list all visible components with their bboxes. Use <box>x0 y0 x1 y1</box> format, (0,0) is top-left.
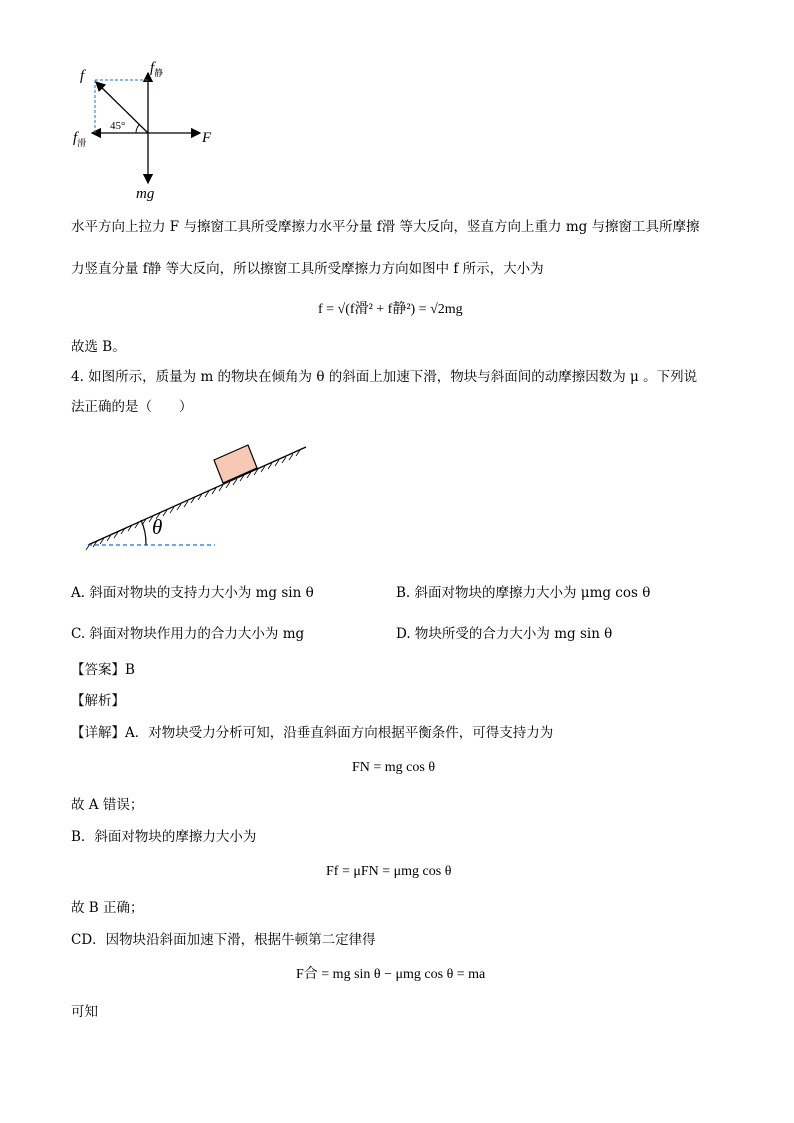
angle-arc <box>136 125 140 134</box>
block <box>214 445 257 483</box>
incline-diagram <box>80 435 320 555</box>
theta-arc <box>141 520 146 545</box>
option-c: C. 斜面对物块作用力的合力大小为 mg <box>71 626 305 642</box>
angle-label: 45° <box>110 120 126 132</box>
theta-label: θ <box>152 515 163 539</box>
incline-hatch <box>86 450 300 550</box>
mg-label: mg <box>136 186 155 202</box>
b-right: 故 B 正确； <box>71 900 144 916</box>
a-wrong: 故 A 错误； <box>71 797 144 813</box>
answer: 【答案】B <box>71 662 135 678</box>
f-label: f <box>80 68 85 84</box>
b-line: B．斜面对物块的摩擦力大小为 <box>71 829 257 845</box>
equation-4: F合 = mg sin θ − μmg cos θ = ma <box>296 967 486 982</box>
f-slide-label: $f_滑$ <box>73 130 87 148</box>
equation-1: f = √(f滑² + f静²) = √2mg <box>318 302 463 317</box>
detail-a: 【详解】A．对物块受力分析可知，沿垂直斜面方向根据平衡条件，可得支持力为 <box>71 725 554 741</box>
option-d: D. 物块所受的合力大小为 mg sin θ <box>396 626 613 642</box>
cd-line: CD．因物块沿斜面加速下滑，根据牛顿第二定律得 <box>71 932 376 948</box>
equation-2: FN = mg cos θ <box>352 760 436 775</box>
q4-line2: 法正确的是（ ） <box>71 399 193 415</box>
option-b: B. 斜面对物块的摩擦力大小为 μmg cos θ <box>396 585 651 601</box>
analysis-heading: 【解析】 <box>71 693 125 709</box>
equation-3: Ff = μFN = μmg cos θ <box>326 864 452 879</box>
kezhi: 可知 <box>71 1004 98 1020</box>
incline-line <box>88 447 306 545</box>
para1-line1: 水平方向上拉力 F 与擦窗工具所受摩擦力水平分量 f滑 等大反向，竖直方向上重力 mg 与擦窗工具所摩擦 <box>71 219 700 235</box>
option-a: A. 斜面对物块的支持力大小为 mg sin θ <box>71 585 314 601</box>
q4-line1: 4. 如图所示，质量为 m 的物块在倾角为 θ 的斜面上加速下滑，物块与斜面间的动摩擦因数为 μ 。下列说 <box>71 369 698 385</box>
F-label: F <box>202 130 212 146</box>
para1-line2: 力竖直分量 f静 等大反向，所以擦窗工具所受摩擦力方向如图中 f 所示，大小为 <box>71 261 544 277</box>
f-static-label: $f_静$ <box>150 60 164 78</box>
choose-b: 故选 B。 <box>71 339 126 355</box>
